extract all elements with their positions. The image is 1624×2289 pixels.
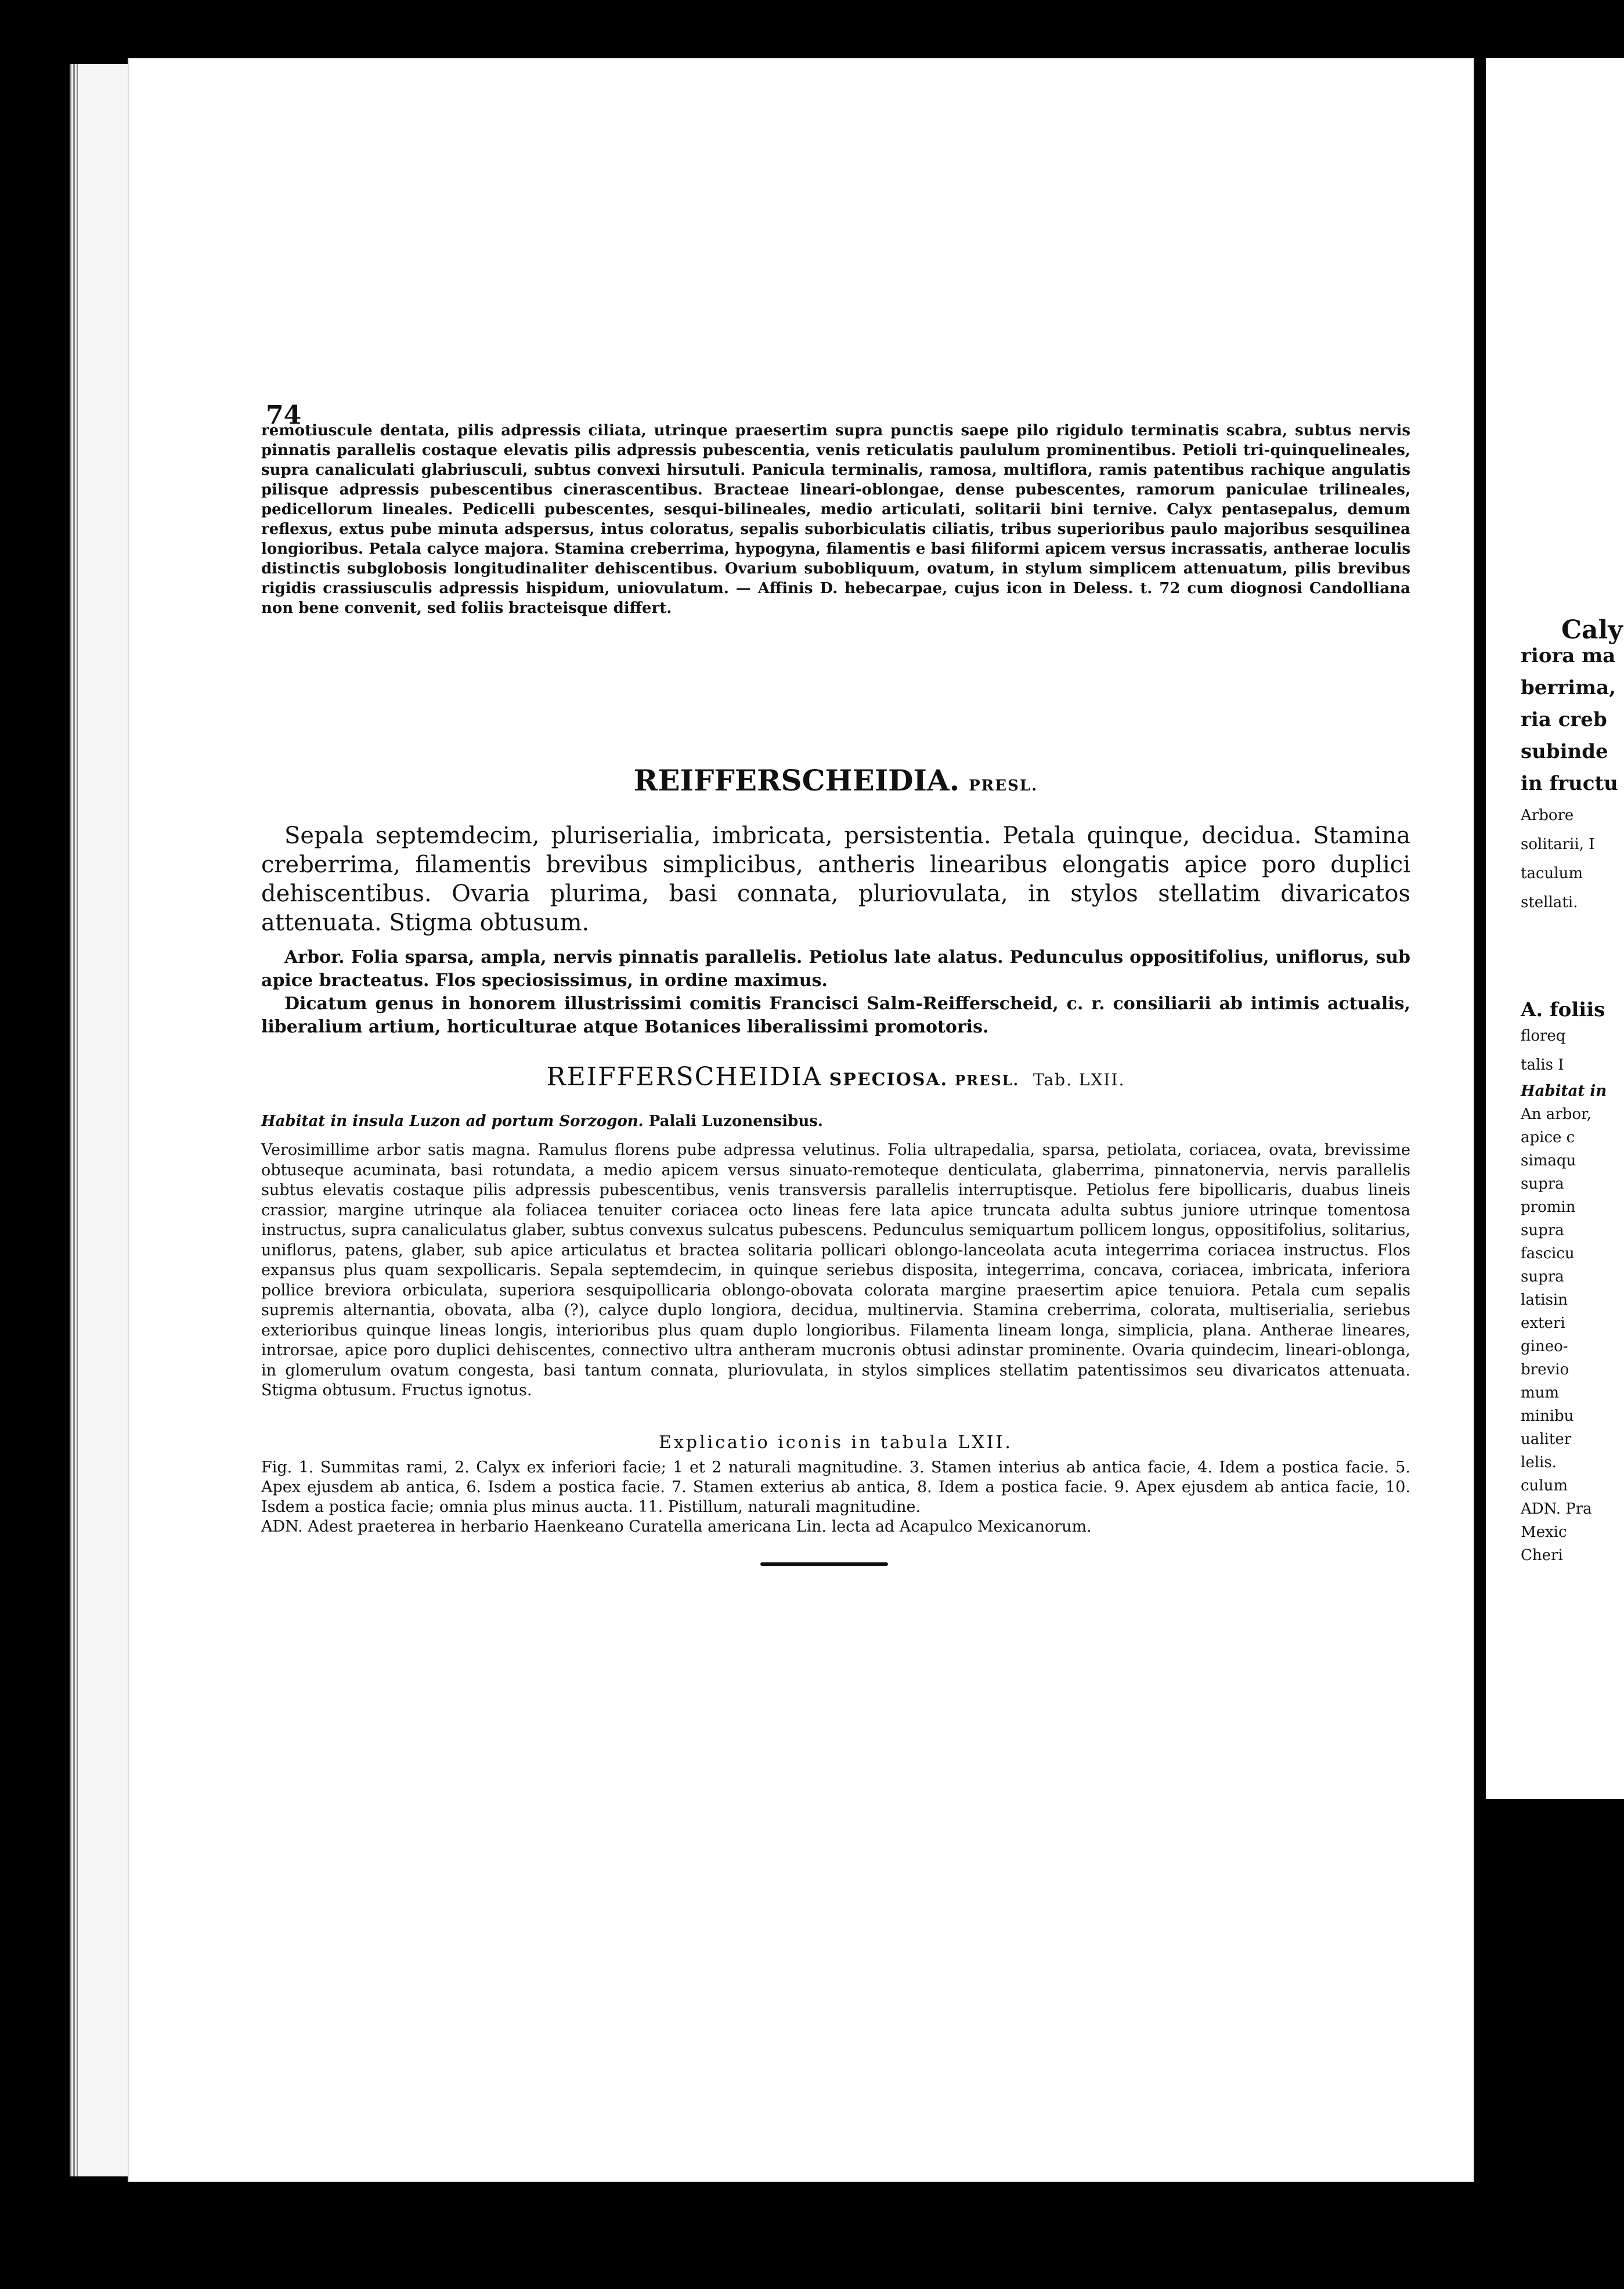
genus-note-arbor: Arbor. Folia sparsa, ampla, nervis pinnatis parallelis. Petiolus late alatus. Pedunculus oppositifolius, uniflorus, sub apice bracteatus. Flos speciosissimus, in ordine maximus.	[261, 947, 1410, 991]
page-number: 74	[266, 400, 302, 430]
right-page-fragment-line: minibu	[1521, 1407, 1574, 1425]
intro-paragraph-block	[261, 421, 1410, 618]
right-page-fragment-line: ria creb	[1521, 708, 1607, 731]
right-page-fragment-line: culum	[1521, 1477, 1568, 1494]
genus-author: PRESL.	[969, 777, 1038, 795]
right-page-fragment-line: riora ma	[1521, 644, 1616, 667]
right-page-fragment-line: A. foliis	[1521, 998, 1605, 1021]
right-page-fragment-line: Mexic	[1521, 1523, 1567, 1541]
habitat-text: Habitat in insula Luzon ad portum Sorzogon.	[261, 1113, 644, 1130]
species-epithet: SPECIOSA.	[829, 1070, 948, 1090]
right-page-fragment-line: Caly	[1561, 615, 1623, 645]
right-page-fragment-line: An arbor,	[1521, 1106, 1591, 1123]
species-plate-ref: Tab. LXII.	[1033, 1070, 1125, 1089]
right-page-fragment-line: exteri	[1521, 1315, 1565, 1332]
right-page-fragment-line: gineo-	[1521, 1338, 1568, 1355]
habitat-block	[261, 1111, 1410, 1131]
right-page-fragment-line: mum	[1521, 1384, 1560, 1402]
figure-legend-block	[261, 1458, 1410, 1537]
right-page-fragment-line: ualiter	[1521, 1431, 1572, 1448]
genus-name: REIFFERSCHEIDIA.	[633, 763, 960, 797]
adn-note: ADN. Adest praeterea in herbario Haenkeano Curatella americana Lin. lecta ad Acapulco Mexicanorum.	[261, 1518, 1092, 1536]
right-page-fragment-line: in fructu	[1521, 772, 1618, 795]
right-page-fragment-line: latisin	[1521, 1291, 1568, 1309]
genus-diagnosis-block	[261, 821, 1410, 937]
right-page-fragment-line: berrima,	[1521, 676, 1616, 699]
right-page-fragment-line: apice c	[1521, 1129, 1575, 1146]
right-page-fragment-line: lelis.	[1521, 1454, 1557, 1471]
explicatio-heading: Explicatio iconis in tabula LXII.	[659, 1432, 1013, 1453]
genus-notes-block	[261, 946, 1410, 1039]
right-page-fragment-line: fascicu	[1521, 1245, 1575, 1262]
genus-diagnosis: Sepala septemdecim, pluriserialia, imbricata, persistentia. Petala quinque, decidua. Stamina creberrima, filamentis brevibus simplicibus, antheris linearibus elongatis apice poro duplici dehiscentibus. Ovaria plurima, basi connata, pluriovulata, in stylos stellatim divaricatos attenuata. Stigma obtusum.	[261, 822, 1410, 936]
genus-heading	[261, 763, 1410, 797]
right-page-fragment-line: supra	[1521, 1175, 1564, 1193]
right-page-fragment-line: subinde	[1521, 740, 1608, 763]
species-heading	[261, 1062, 1410, 1092]
species-description: Verosimillime arbor satis magna. Ramulus florens pube adpressa velutinus. Folia ultrapedalia, sparsa, petiolata, coriacea, ovata, brevissime obtuseque acuminata, basi rotundata, a medio apicem versus sinuato-remoteque denticulata, glaberrima, pinnatonervia, nervis parallelis subtus elevatis costaque pilis adpressis pubescentibus, venis transversis parallelis interruptisque. Petiolus fere bipollicaris, duabus lineis crassior, margine utrinque ala foliacea tenuiter coriacea octo lineas fere lata apice truncata adulta subtus juniore utrinque tomentosa instructus, supra canaliculatus glaber, subtus convexus sulcatus pubescens. Pedunculus semiquartum pollicem longus, oppositifolius, solitarius, uniflorus, patens, glaber, sub apice articulatus et bractea solitaria pollicari oblongo-lanceolata acuta integerrima coriacea instructus. Flos expansus plus quam sexpollicaris. Sepala septemdecim, in quinque seriebus disposita, integerrima, concava, coriacea, imbricata, inferiora pollice breviora orbiculata, superiora sesquipollicaria oblongo-obovata colorata margine praesertim apice tenuiora. Petala cum sepalis supremis alternantia, obovata, alba (?), calyce duplo longiora, decidua, multinervia. Stamina creberrima, colorata, multiserialia, seriebus exterioribus quinque lineas longis, interioribus plus quam duplo longioribus. Filamenta lineam longa, simplicia, plana. Antherae lineares, introrsae, apice poro duplici dehiscentes, connectivo ultra antheram mucronis obtusi adinstar prominente. Ovaria quindecim, lineari-oblonga, in glomerulum ovatum congesta, basi tantum connata, pluriovulata, in stylos simplices stellatim patentissimos seu divaricatos attenuata. Stigma obtusum. Fructus ignotus.	[261, 1141, 1410, 1399]
species-description-block	[261, 1140, 1410, 1401]
right-page-fragment-line: talis I	[1521, 1056, 1564, 1074]
right-page-fragment-line: floreq	[1521, 1027, 1566, 1045]
right-page-fragment-line: supra	[1521, 1222, 1564, 1239]
right-page-fragment-line: solitarii, I	[1521, 836, 1595, 853]
habitat-vernacular: Palali Luzonensibus.	[648, 1113, 823, 1130]
right-page-fragment-line: stellati.	[1521, 894, 1578, 911]
right-page-fragment-line: promin	[1521, 1198, 1576, 1216]
species-genus-name: REIFFERSCHEIDIA	[546, 1062, 822, 1092]
right-page-fragment-line: supra	[1521, 1268, 1564, 1286]
genus-note-dedication: Dicatum genus in honorem illustrissimi comitis Francisci Salm-Reifferscheid, c. r. consiliarii ab intimis actualis, liberalium artium, horticulturae atque Botanices liberalissimi promotoris.	[261, 994, 1410, 1037]
right-page-fragment-line: simaqu	[1521, 1152, 1576, 1169]
closing-rule	[760, 1562, 888, 1566]
figure-legend: Fig. 1. Summitas rami, 2. Calyx ex inferiori facie; 1 et 2 naturali magnitudine. 3. Stamen interius ab antica facie, 4. Idem a postica facie. 5. Apex ejusdem ab antica, 6. Isdem a postica facie. 7. Stamen exterius ab antica, 8. Idem a postica facie. 9. Apex ejusdem ab antica facie, 10. Isdem a postica facie; omnia plus minus aucta. 11. Pistillum, naturali magnitudine.	[261, 1458, 1410, 1516]
right-page-fragment-line: Habitat in	[1521, 1082, 1607, 1100]
right-page-fragment-line: taculum	[1521, 865, 1583, 882]
book-page-right-fragment	[1486, 58, 1624, 1799]
intro-paragraph: remotiuscule dentata, pilis adpressis ciliata, utrinque praesertim supra punctis saepe pilo rigidulo terminatis scabra, subtus nervis pinnatis parallelis costaque elevatis pilis adpressis pubescentia, venis reticulatis paululum prominentibus. Petioli tri-quinquelineales, supra canaliculati glabriusculi, subtus convexi hirsutuli. Panicula terminalis, ramosa, multiflora, ramis patentibus rachique angulatis pilisque adpressis pubescentibus cinerascentibus. Bracteae lineari-oblongae, dense pubescentes, ramorum paniculae trilineales, pedicellorum lineales. Pedicelli pubescentes, sesqui-bilineales, medio articulati, solitarii bini ternive. Calyx pentasepalus, demum reflexus, extus pube minuta adspersus, intus coloratus, sepalis suborbiculatis ciliatis, tribus superioribus paulo majoribus sesquilinea longioribus. Petala calyce majora. Stamina creberrima, hypogyna, filamentis e basi filiformi apicem versus incrassatis, antherae loculis distinctis subglobosis longitudinaliter dehiscentibus. Ovarium subobliquum, ovatum, in stylum simplicem attenuatum, pilis brevibus rigidis crassiusculis adpressis hispidum, uniovulatum. — Affinis D. hebecarpae, cujus icon in Deless. t. 72 cum diognosi Candolliana non bene convenit, sed foliis bracteisque differt.	[261, 422, 1410, 617]
right-page-fragment-line: brevio	[1521, 1361, 1569, 1378]
right-page-fragment-line: Cheri	[1521, 1547, 1563, 1564]
species-author: PRESL.	[955, 1072, 1019, 1089]
right-page-fragment-line: ADN. Pra	[1521, 1500, 1592, 1518]
right-page-fragment-line: Arbore	[1521, 807, 1574, 824]
